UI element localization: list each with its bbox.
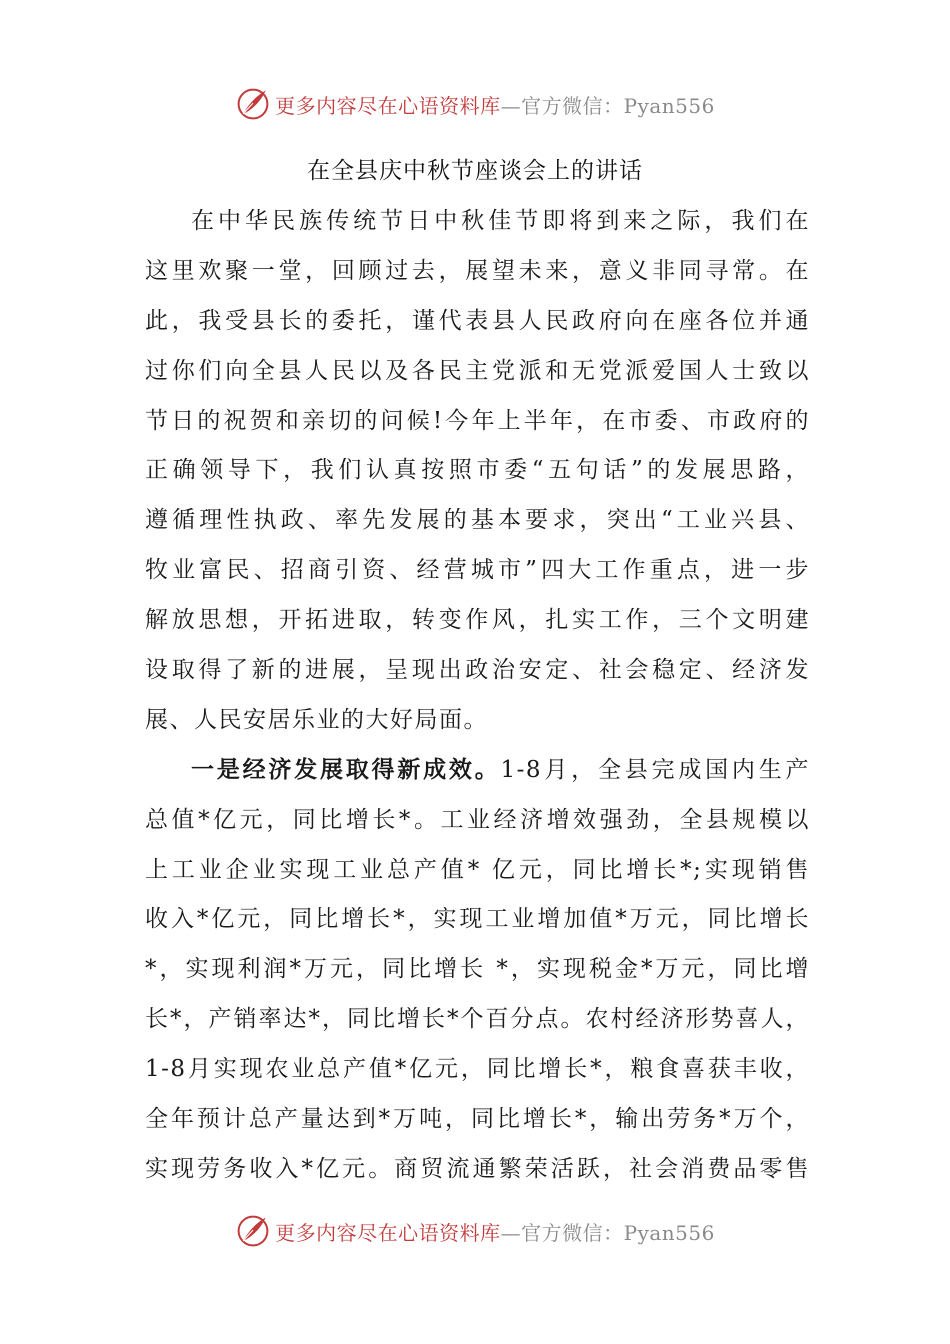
header-banner (0, 84, 950, 124)
text-line: 总值*亿元，同比增长*。工业经济增效强劲，全县规模以 (145, 806, 810, 833)
text-line: 一是经济发展取得新成效。1-8月，全县完成国内生产 (191, 756, 811, 783)
text-line: 展、人民安居乐业的大好局面。 (145, 706, 488, 733)
text-line: 长*，产销率达*，同比增长*个百分点。农村经济形势喜人， (145, 1006, 810, 1033)
text-line: 牧业富民、招商引资、经营城市”四大工作重点，进一步 (145, 557, 810, 584)
text-line: 正确领导下，我们认真按照市委“五句话”的发展思路， (145, 457, 810, 484)
quill-logo-icon (235, 86, 271, 122)
text-line: 解放思想，开拓进取，转变作风，扎实工作，三个文明建 (145, 607, 810, 634)
text-line: 1-8月实现农业总产值*亿元，同比增长*，粮食喜获丰收， (145, 1056, 810, 1083)
text-line: 全年预计总产量达到*万吨，同比增长*，输出劳务*万个， (145, 1106, 810, 1133)
text-line: 上工业企业实现工业总产值* 亿元，同比增长*;实现销售 (145, 856, 810, 883)
section-heading: 一是经济发展取得新成效。 (191, 756, 501, 783)
text-line: 这里欢聚一堂，回顾过去，展望未来，意义非同寻常。在 (145, 257, 810, 284)
document-body (145, 197, 810, 1195)
footer-banner (0, 1211, 950, 1251)
text-line: *，实现利润*万元，同比增长 *，实现税金*万元，同比增 (145, 956, 810, 983)
banner-text: 更多内容尽在心语资料库—官方微信：Pyan556 (275, 93, 715, 118)
quill-logo-icon (235, 1213, 271, 1249)
text-line: 设取得了新的进展，呈现出政治安定、社会稳定、经济发 (145, 657, 810, 684)
document-title: 在全县庆中秋节座谈会上的讲话 (307, 158, 643, 184)
text-line: 此，我受县长的委托，谨代表县人民政府向在座各位并通 (145, 307, 810, 334)
text-line: 在中华民族传统节日中秋佳节即将到来之际，我们在 (191, 208, 810, 234)
text-line: 收入*亿元，同比增长*，实现工业增加值*万元，同比增长 (145, 906, 810, 933)
text-line: 过你们向全县人民以及各民主党派和无党派爱国人士致以 (145, 357, 810, 384)
text-line: 遵循理性执政、率先发展的基本要求，突出“工业兴县、 (145, 507, 810, 534)
text-line: 实现劳务收入*亿元。商贸流通繁荣活跃，社会消费品零售 (145, 1155, 810, 1182)
banner-text: 更多内容尽在心语资料库—官方微信：Pyan556 (275, 1220, 715, 1245)
text-line: 节日的祝贺和亲切的问候!今年上半年，在市委、市政府的 (145, 407, 810, 434)
